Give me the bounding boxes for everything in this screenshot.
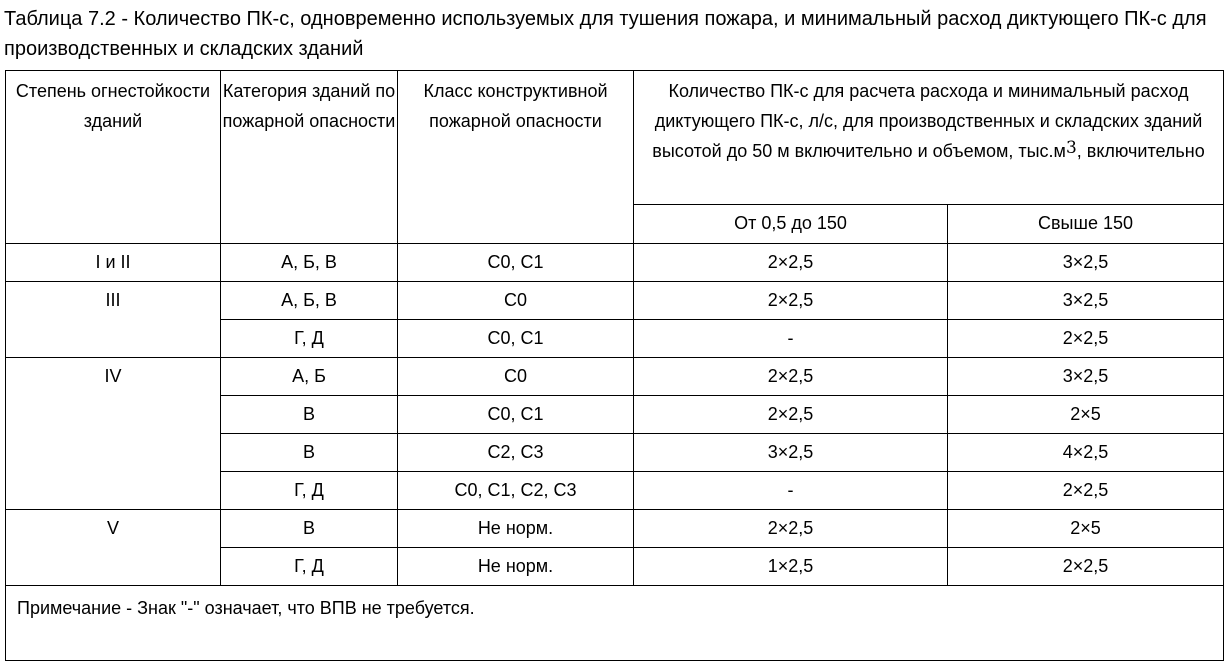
cell-category: Г, Д	[221, 320, 398, 358]
cell-a: 2×2,5	[634, 358, 948, 396]
cell-b: 3×2,5	[948, 282, 1224, 320]
cell-a: 2×2,5	[634, 282, 948, 320]
cell-category: Г, Д	[221, 548, 398, 586]
cell-class: С0, С1, С2, С3	[398, 472, 634, 510]
cell-a: -	[634, 472, 948, 510]
header-group-text: Количество ПК-с для расчета расхода и минимальный расход диктующего ПК-с, л/с, для производственных и складских зданий высотой до 50 м включительно и объемом, тыс.м	[652, 81, 1203, 161]
cell-class: С0	[398, 282, 634, 320]
header-col-a: От 0,5 до 150	[634, 205, 948, 244]
cell-b: 2×2,5	[948, 472, 1224, 510]
cell-a: 3×2,5	[634, 434, 948, 472]
cell-b: 4×2,5	[948, 434, 1224, 472]
table-row	[6, 510, 1224, 548]
cell-class: С0, С1	[398, 320, 634, 358]
cell-b: 2×2,5	[948, 548, 1224, 586]
cell-class: Не норм.	[398, 548, 634, 586]
cell-category: В	[221, 396, 398, 434]
cell-class: С0, С1	[398, 244, 634, 282]
table-row	[6, 282, 1224, 320]
cell-b: 3×2,5	[948, 358, 1224, 396]
cell-degree: III	[6, 282, 221, 358]
table-row	[6, 358, 1224, 396]
cell-category: Г, Д	[221, 472, 398, 510]
header-category: Категория зданий по пожарной опасности	[221, 71, 398, 244]
cell-category: А, Б, В	[221, 282, 398, 320]
cell-category: А, Б	[221, 358, 398, 396]
header-col-b: Свыше 150	[948, 205, 1224, 244]
cell-class: С2, С3	[398, 434, 634, 472]
header-class: Класс конструктивной пожарной опасности	[398, 71, 634, 244]
cell-degree: V	[6, 510, 221, 586]
cell-degree: IV	[6, 358, 221, 510]
table-title: Таблица 7.2 - Количество ПК-с, одновременно используемых для тушения пожара, и минимальный расход диктующего ПК-с для производственных и складских зданий	[4, 8, 1207, 60]
cell-category: А, Б, В	[221, 244, 398, 282]
header-fire-resistance: Степень огнестойкости зданий	[6, 71, 221, 244]
cell-a: 2×2,5	[634, 396, 948, 434]
cell-b: 2×5	[948, 510, 1224, 548]
header-group-tail: , включительно	[1076, 141, 1205, 161]
cell-category: В	[221, 510, 398, 548]
cell-category: В	[221, 434, 398, 472]
cell-b: 3×2,5	[948, 244, 1224, 282]
cell-class: С0, С1	[398, 396, 634, 434]
cell-degree: I и II	[6, 244, 221, 282]
cell-a: 2×2,5	[634, 510, 948, 548]
table-row	[6, 244, 1224, 282]
cell-class: С0	[398, 358, 634, 396]
cell-b: 2×2,5	[948, 320, 1224, 358]
cell-b: 2×5	[948, 396, 1224, 434]
cell-a: 2×2,5	[634, 244, 948, 282]
cell-class: Не норм.	[398, 510, 634, 548]
pk-table	[5, 70, 1224, 661]
cell-a: -	[634, 320, 948, 358]
table-note: Примечание - Знак "-" означает, что ВПВ не требуется.	[6, 586, 1224, 661]
note-row	[6, 586, 1224, 661]
cell-a: 1×2,5	[634, 548, 948, 586]
header-group-sup: 3	[1065, 137, 1077, 158]
header-group	[634, 71, 1224, 205]
